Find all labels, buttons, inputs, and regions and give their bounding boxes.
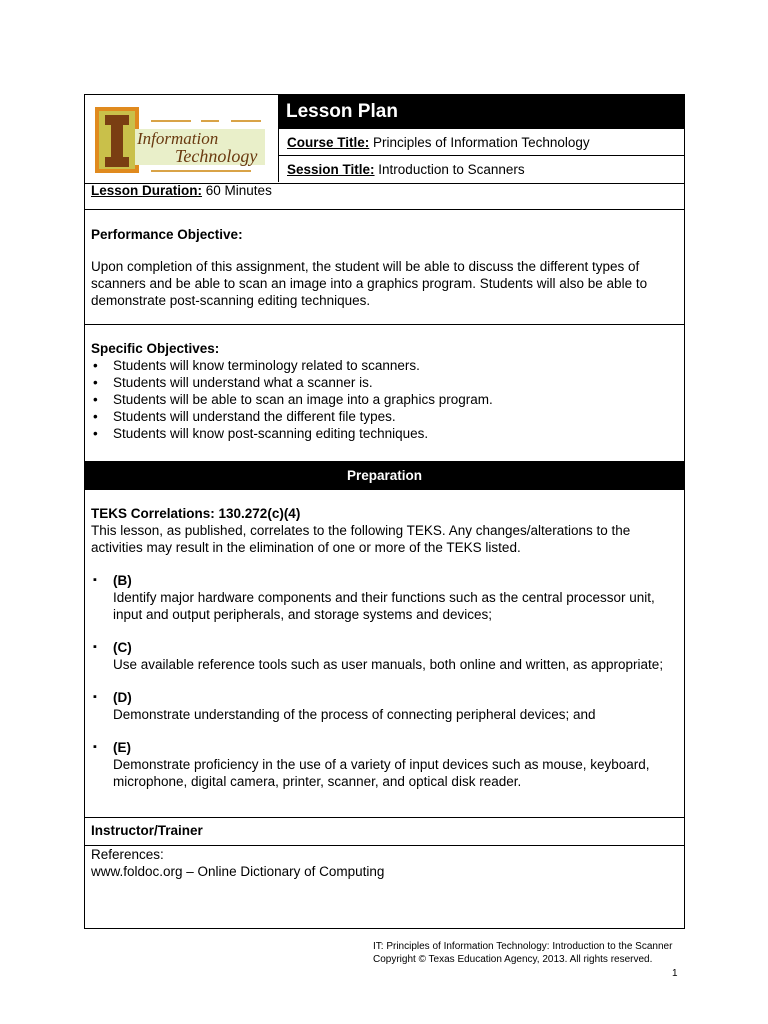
performance-heading: Performance Objective: — [91, 227, 243, 242]
square-bullet-icon: ▪ — [93, 691, 97, 703]
preparation-band: Preparation — [84, 462, 685, 490]
logo-line-2: Technology — [175, 146, 258, 166]
duration-value: 60 Minutes — [205, 183, 272, 198]
list-item: • Students will be able to scan an image into a graphics program. — [93, 392, 493, 407]
lesson-duration-row — [84, 183, 685, 210]
bullet-icon: • — [93, 426, 98, 441]
teks-list — [91, 572, 678, 790]
session-title-label: Session Title: — [287, 162, 375, 177]
objectives-list — [91, 357, 678, 442]
square-bullet-icon: ▪ — [93, 741, 97, 753]
square-bullet-icon: ▪ — [93, 574, 97, 586]
duration-label: Lesson Duration: — [91, 183, 203, 198]
bullet-icon: • — [93, 358, 98, 373]
reference-link[interactable]: www.foldoc.org – Online Dictionary of Computing — [91, 864, 385, 879]
teks-item: ▪ (D) Demonstrate understanding of the process of connecting peripheral devices; and — [93, 690, 596, 722]
footer-copyright: Copyright © Texas Education Agency, 2013. All rights reserved. — [373, 954, 653, 965]
references-label: References: — [91, 847, 164, 862]
lesson-plan-sheet — [84, 94, 685, 929]
course-title-row — [278, 128, 684, 155]
bullet-icon: • — [93, 375, 98, 390]
specific-objectives-section — [84, 325, 685, 462]
teks-item: ▪ (C) Use available reference tools such as user manuals, both online and written, as appropriate; — [93, 640, 664, 672]
list-item: • Students will understand what a scanner is. — [93, 375, 373, 390]
square-bullet-icon: ▪ — [93, 641, 97, 653]
performance-text: Upon completion of this assignment, the student will be able to discuss the different types of scanners and be able to scan an image into a graphics program. Students will also be able to demonstrate post-scanning editing techniques. — [91, 259, 648, 308]
footer — [373, 940, 679, 966]
teks-item: ▪ (E) Demonstrate proficiency in the use of a variety of input devices such as mouse, keyboard, microphone, digital camera, printer, scanner, and optical disk reader. — [93, 740, 650, 789]
list-item: • Students will know terminology related to scanners. — [93, 358, 420, 373]
references-section — [84, 846, 685, 929]
list-item: • Students will know post-scanning editing techniques. — [93, 426, 429, 441]
list-item: • Students will understand the different file types. — [93, 409, 396, 424]
bullet-icon: • — [93, 392, 98, 407]
performance-objective-section — [84, 210, 685, 325]
specific-heading: Specific Objectives: — [91, 341, 220, 356]
teks-heading: TEKS Correlations: 130.272(c)(4) — [91, 506, 301, 521]
header — [84, 94, 685, 183]
teks-item: ▪ (B) Identify major hardware components and their functions such as the central processor unit, input and output peripherals, and storage systems and devices; — [93, 573, 655, 622]
course-title-label: Course Title: — [287, 135, 370, 150]
session-title-row — [278, 155, 684, 182]
page-title: Lesson Plan — [278, 95, 684, 128]
logo-line-1: Information — [137, 129, 219, 148]
instructor-heading: Instructor/Trainer — [84, 818, 685, 846]
bullet-icon: • — [93, 409, 98, 424]
it-logo — [91, 101, 269, 177]
footer-line-1: IT: Principles of Information Technology: Introduction to the Scanner — [373, 941, 673, 952]
session-title-value: Introduction to Scanners — [378, 162, 525, 177]
course-title-value: Principles of Information Technology — [373, 135, 590, 150]
preparation-section — [84, 490, 685, 818]
teks-intro: This lesson, as published, correlates to the following TEKS. Any changes/alterations to the activities may result in the elimination of one or more of the TEKS listed. — [91, 523, 631, 555]
page-number: 1 — [672, 968, 678, 979]
